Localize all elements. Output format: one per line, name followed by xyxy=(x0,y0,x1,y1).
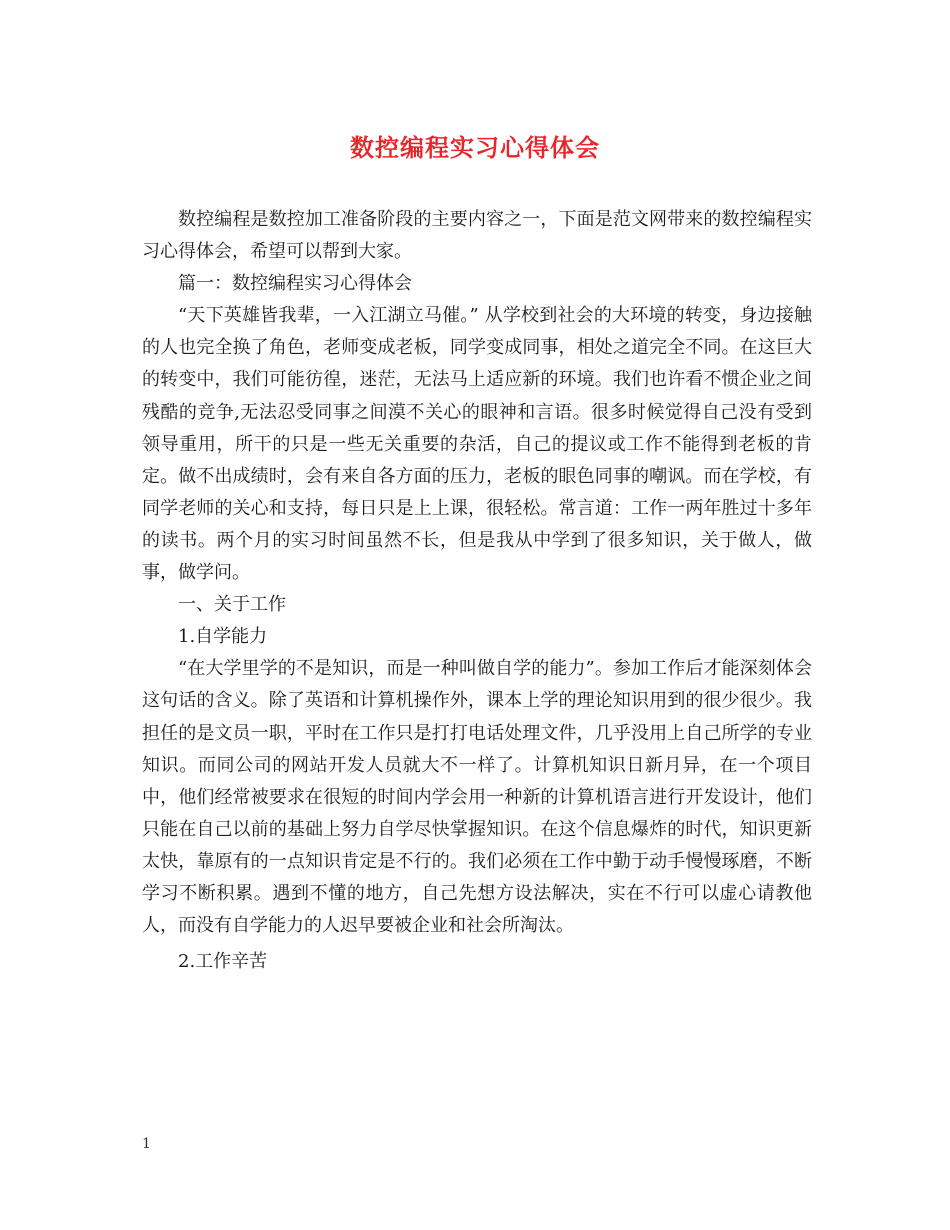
subsection-heading-self-learning: 1.自学能力 xyxy=(178,626,268,648)
intro-paragraph: 数控编程是数控加工准备阶段的主要内容之一，下面是范文网带来的数控编程实习心得体会，希望可以帮到大家。 xyxy=(142,209,812,263)
section-heading-part-one: 篇一：数控编程实习心得体会 xyxy=(178,273,412,295)
document-title: 数控编程实习心得体会 xyxy=(350,133,600,162)
body-paragraph: “在大学里学的不是知识，而是一种叫做自学的能力”。参加工作后才能深刻体会这句话的含义。除了英语和计算机操作外，课本上学的理论知识用到的很少很少。我担任的是文员一职，平时在工作只是打打电话处理文件，几乎没用上自己所学的专业知识。而同公司的网站开发人员就大不一样了。计算机知识日新月异，在一个项目中，他们经常被要求在很短的时间内学会用一种新的计算机语言进行开发设计，他们只能在自己以前的基础上努力自学尽快掌握知识。在这个信息爆炸的时代，知识更新太快，靠原有的一点知识肯定是不行的。我们必须在工作中勤于动手慢慢琢磨，不断学习不断积累。遇到不懂的地方，自己先想方设法解决，实在不行可以虚心请教他人，而没有自学能力的人迟早要被企业和社会所淘汰。 xyxy=(142,658,812,937)
subsection-heading-hard-work: 2.工作辛苦 xyxy=(178,951,268,973)
body-paragraph: “天下英雄皆我辈，一入江湖立马催。” 从学校到社会的大环境的转变，身边接触的人也完全换了角色，老师变成老板，同学变成同事，相处之道完全不同。在这巨大的转变中，我们可能彷徨，迷茫，无法马上适应新的环境。我们也许看不惯企业之间残酷的竞争,无法忍受同事之间漠不关心的眼神和言语。很多时候觉得自己没有受到领导重用，所干的只是一些无关重要的杂活，自己的提议或工作不能得到老板的肯定。做不出成绩时，会有来自各方面的压力，老板的眼色同事的嘲讽。而在学校，有同学老师的关心和支持，每日只是上上课，很轻松。常言道：工作一两年胜过十多年的读书。两个月的实习时间虽然不长，但是我从中学到了很多知识，关于做人，做事，做学问。 xyxy=(142,305,812,584)
document-body xyxy=(142,204,812,978)
section-heading-about-work: 一、关于工作 xyxy=(178,594,286,616)
page-number: 1 xyxy=(142,1136,151,1152)
